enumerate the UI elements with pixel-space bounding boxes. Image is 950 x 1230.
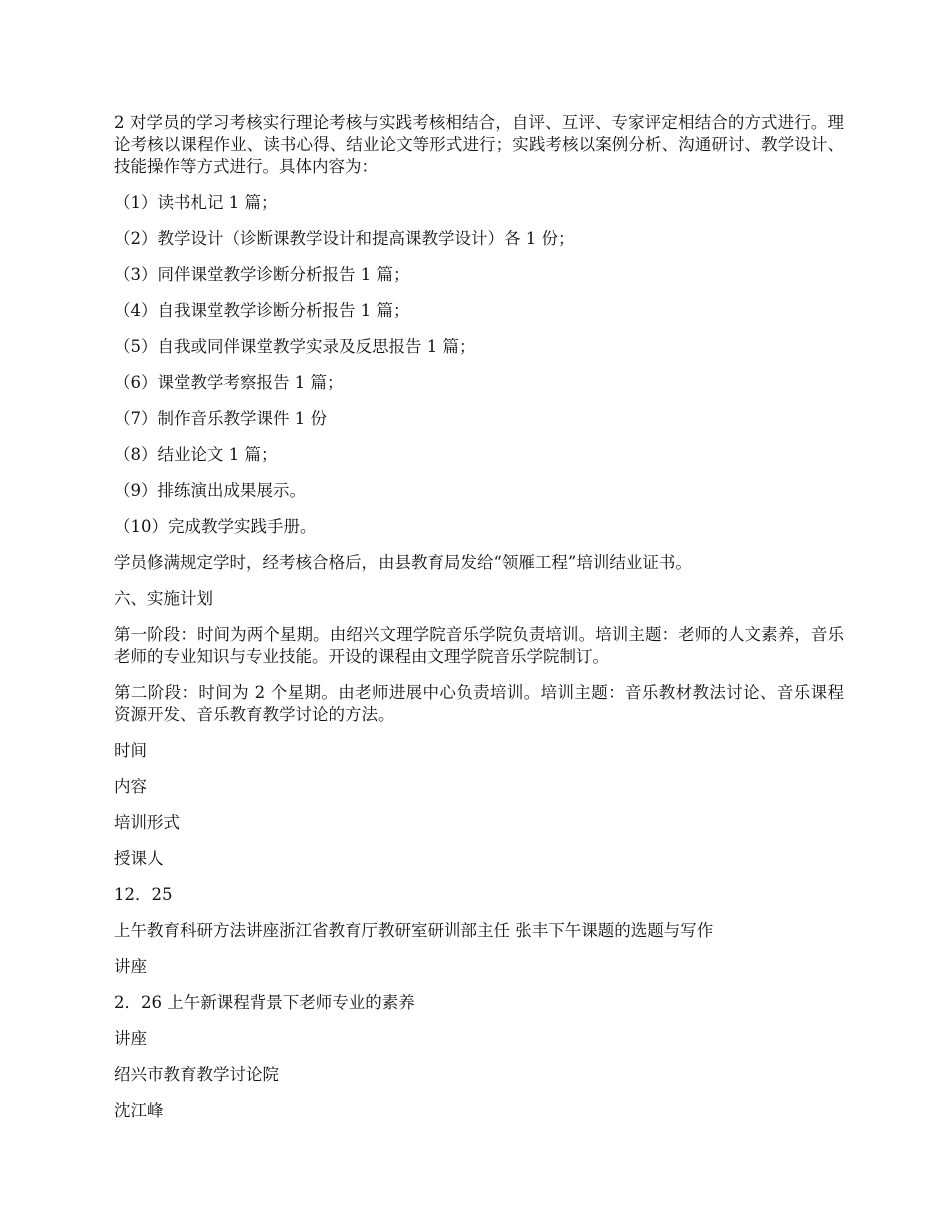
table-header-format: 培训形式: [114, 813, 180, 832]
schedule-date-1: 12．25: [114, 885, 173, 904]
stage-one-paragraph: 第一阶段：时间为两个星期。由绍兴文理学院音乐学院负责培训。培训主题：老师的人文素养，音乐老师的专业知识与专业技能。开设的课程由文理学院音乐学院制订。: [114, 625, 844, 666]
schedule-date-content-2: 2．26 上午新课程背景下老师专业的素养: [114, 993, 415, 1012]
schedule-format-2: 讲座: [114, 1029, 147, 1048]
schedule-format-1: 讲座: [114, 957, 147, 976]
stage-two-paragraph: 第二阶段：时间为 2 个星期。由老师进展中心负责培训。培训主题：音乐教材教法讨论、音乐课程资源开发、音乐教育教学讨论的方法。: [114, 683, 844, 724]
schedule-content-1: 上午教育科研方法讲座浙江省教育厅教研室研训部主任 张丰下午课题的选题与写作: [114, 921, 714, 940]
table-header-time: 时间: [114, 741, 147, 760]
assessment-item-7: （7）制作音乐教学课件 1 份: [114, 409, 327, 428]
assessment-item-5: （5）自我或同伴课堂教学实录及反思报告 1 篇；: [114, 337, 476, 356]
table-header-content: 内容: [114, 777, 147, 796]
assessment-intro-paragraph: 2 对学员的学习考核实行理论考核与实践考核相结合，自评、互评、专家评定相结合的方式进行。理论考核以课程作业、读书心得、结业论文等形式进行；实践考核以案例分析、沟通研讨、教学设计、技能操作等方式进行。具体内容为：: [114, 113, 844, 176]
table-header-lecturer: 授课人: [114, 849, 164, 868]
assessment-item-2: （2）教学设计（诊断课教学设计和提高课教学设计）各 1 份；: [114, 229, 575, 248]
certificate-paragraph: 学员修满规定学时，经考核合格后，由县教育局发给“领雁工程”培训结业证书。: [114, 553, 692, 572]
assessment-item-8: （8）结业论文 1 篇；: [114, 445, 278, 464]
assessment-item-3: （3）同伴课堂教学诊断分析报告 1 篇；: [114, 265, 410, 284]
assessment-item-1: （1）读书札记 1 篇；: [114, 193, 278, 212]
section-heading: 六、实施计划: [114, 589, 213, 608]
document-body: [114, 112, 844, 1136]
assessment-item-6: （6）课堂教学考察报告 1 篇；: [114, 373, 344, 392]
assessment-item-9: （9）排练演出成果展示。: [114, 481, 306, 500]
assessment-item-10: （10）完成教学实践手册。: [114, 517, 317, 536]
assessment-item-4: （4）自我课堂教学诊断分析报告 1 篇；: [114, 301, 410, 320]
schedule-institution-2: 绍兴市教育教学讨论院: [114, 1065, 279, 1084]
schedule-lecturer-2: 沈江峰: [114, 1101, 164, 1120]
